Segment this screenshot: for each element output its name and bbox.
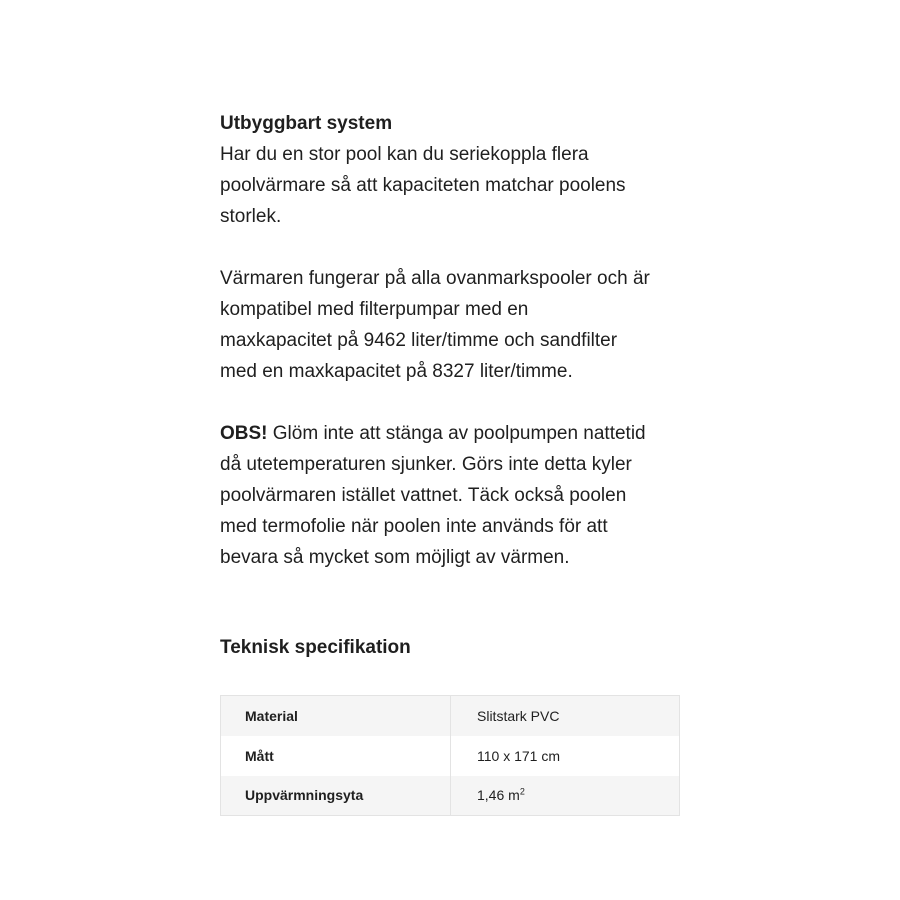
paragraph-line: Värmaren fungerar på alla ovanmarkspooler och är <box>220 268 650 289</box>
spec-value: 110 x 171 cm <box>451 736 680 776</box>
paragraph-line: poolvärmare så att kapaciteten matchar poolens <box>220 175 626 196</box>
paragraph-line: med en maxkapacitet på 8327 liter/timme. <box>220 361 573 382</box>
notice-label: OBS! <box>220 423 268 444</box>
spec-value-text: 1,46 m <box>477 787 520 804</box>
paragraph-line: då utetemperaturen sjunker. Görs inte detta kyler <box>220 454 632 475</box>
spec-value: Slitstark PVC <box>451 696 680 736</box>
spec-value <box>451 776 680 816</box>
spec-key: Mått <box>221 736 451 776</box>
paragraph-line: poolvärmaren istället vattnet. Täck också poolen <box>220 485 627 506</box>
table-row <box>221 776 680 816</box>
spec-table <box>220 695 680 816</box>
superscript: 2 <box>519 786 525 797</box>
section-heading-expandable-system: Utbyggbart system <box>220 113 393 134</box>
paragraph-line: Glöm inte att stänga av poolpumpen nattetid <box>267 423 646 444</box>
expandable-system-paragraph <box>220 139 690 232</box>
paragraph-line: Har du en stor pool kan du seriekoppla flera <box>220 144 589 165</box>
paragraph-line: bevara så mycket som möjligt av värmen. <box>220 547 570 568</box>
spec-title: Teknisk specifikation <box>220 637 411 658</box>
product-description <box>220 108 690 573</box>
paragraph-line: med termofolie när poolen inte används för att <box>220 516 608 537</box>
table-row <box>221 736 680 776</box>
spec-key: Material <box>221 696 451 736</box>
spec-key: Uppvärmningsyta <box>221 776 451 816</box>
paragraph-line: maxkapacitet på 9462 liter/timme och sandfilter <box>220 330 618 351</box>
paragraph-line: kompatibel med filterpumpar med en <box>220 299 529 320</box>
paragraph-line: storlek. <box>220 206 282 227</box>
notice-paragraph <box>220 418 690 573</box>
compatibility-paragraph <box>220 263 690 387</box>
table-row <box>221 696 680 736</box>
